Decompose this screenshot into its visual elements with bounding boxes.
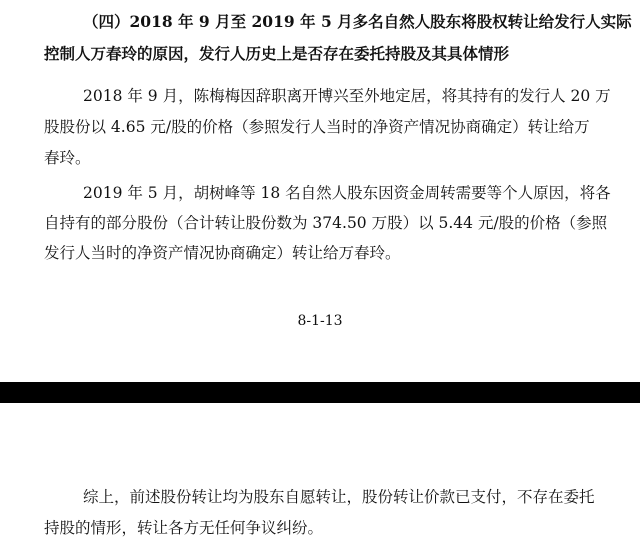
summary-paragraph-line-2: 持股的情形，转让各方无任何争议纠纷。: [44, 519, 324, 537]
paragraph-1-line-1: 2018 年 9 月，陈梅梅因辞职离开博兴至外地定居，将其持有的发行人 20 万: [83, 87, 611, 105]
paragraph-2-line-2: 自持有的部分股份（合计转让股份数为 374.50 万股）以 5.44 元/股的价格（参照: [44, 214, 608, 232]
summary-paragraph-line-1: 综上，前述股份转让均为股东自愿转让，股份转让价款已支付，不存在委托: [83, 488, 595, 506]
paragraph-1-line-3: 春玲。: [44, 149, 91, 167]
document-page-bottom: [0, 403, 640, 549]
page-separator: [0, 382, 640, 403]
paragraph-2-line-1: 2019 年 5 月，胡树峰等 18 名自然人股东因资金周转需要等个人原因，将各: [83, 184, 611, 202]
page-number: 8-1-13: [297, 313, 343, 329]
paragraph-2-line-3: 发行人当时的净资产情况协商确定）转让给万春玲。: [44, 244, 401, 262]
section-heading-line-2: 控制人万春玲的原因，发行人历史上是否存在委托持股及其具体情形: [44, 44, 510, 63]
section-heading-line-1: （四）2018 年 9 月至 2019 年 5 月多名自然人股东将股权转让给发行人实际: [83, 12, 632, 31]
paragraph-1-line-2: 股股份以 4.65 元/股的价格（参照发行人当时的净资产情况协商确定）转让给万: [44, 118, 590, 136]
